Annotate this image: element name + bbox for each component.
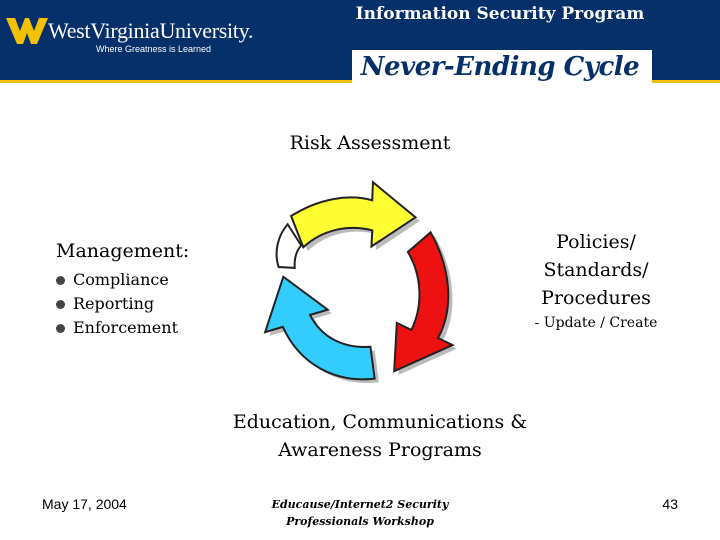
list-item-label: Compliance [73,270,169,289]
bullet-icon [56,300,65,309]
policies-line: Policies/ [556,231,636,253]
cycle-diagram [250,168,470,398]
update-create-label: - Update / Create [534,315,658,331]
university-name: WestVirginiaUniversity. [48,18,254,43]
page-number: 43 [662,496,678,512]
policies-line: Procedures [541,287,651,309]
flying-wv-icon [6,18,48,44]
bullet-icon [56,276,65,285]
program-title: Information Security Program [355,4,645,24]
footer-date: May 17, 2004 [42,496,127,512]
list-item-label: Reporting [73,294,155,313]
left-arrow [261,271,374,386]
footer-event-line: Professionals Workshop [286,515,434,528]
list-item-label: Enforcement [73,318,178,337]
policies-line: Standards/ [543,259,649,281]
footer-event [250,496,470,530]
policies-label [520,228,672,312]
top-arrow [289,179,417,251]
list-item [56,268,178,292]
list-item [56,292,178,316]
footer-event-line: Educause/Internet2 Security [271,498,449,511]
risk-assessment-label: Risk Assessment [289,132,451,154]
list-item [56,316,178,340]
slide-title: Never-Ending Cycle [360,52,640,82]
education-line: Education, Communications & [232,411,528,433]
university-logo [4,8,254,58]
education-label [210,408,550,464]
management-list [56,268,178,340]
university-tagline: Where Greatness is Learned [96,44,212,54]
management-heading: Management: [56,240,190,262]
slide-header [0,0,720,92]
education-line: Awareness Programs [278,439,482,461]
bullet-icon [56,324,65,333]
